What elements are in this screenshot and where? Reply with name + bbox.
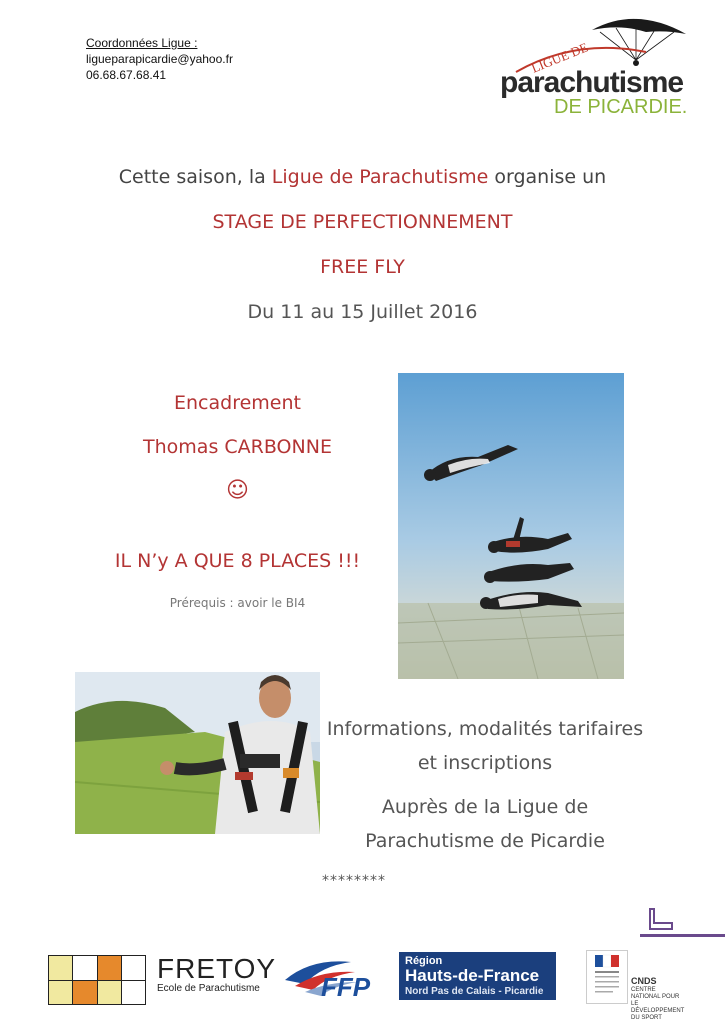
region-subtitle: Nord Pas de Calais - Picardie xyxy=(405,986,544,997)
grid-icon-cell xyxy=(122,956,145,980)
info-line-2: et inscriptions xyxy=(417,752,553,774)
coaching-label: Encadrement xyxy=(174,392,301,414)
cnds-subtitle: CENTRE NATIONAL POUR LE DÉVELOPPEMENT DU SPORT xyxy=(631,987,685,1021)
region-label: Région xyxy=(405,955,443,967)
footer-rule xyxy=(640,934,725,937)
grid-icon-cell xyxy=(122,981,145,1005)
contact-heading: Coordonnées Ligue : xyxy=(86,36,198,50)
grid-icon-cell xyxy=(49,956,72,980)
logo-de-picardie: DE PICARDIE. xyxy=(554,96,688,118)
intro-ligue-name: Ligue de Parachutisme xyxy=(271,166,489,188)
grid-icon-cell xyxy=(49,981,72,1005)
coach-name: Thomas CARBONNE xyxy=(143,436,332,458)
event-title: STAGE DE PERFECTIONNEMENT xyxy=(212,211,513,233)
region-logo xyxy=(399,952,556,1000)
contact-block xyxy=(86,35,233,83)
region-name: Hauts-de-France xyxy=(405,966,540,985)
intro-text-before: Cette saison, la xyxy=(118,166,272,188)
info-line-3: Auprès de la Ligue de xyxy=(381,796,589,818)
contact-phone: 06.68.67.68.41 xyxy=(86,68,167,82)
logo-ligue-de: LIGUE DE xyxy=(529,39,591,76)
fretoy-logo xyxy=(157,953,276,994)
cnds-name: CNDS xyxy=(631,976,657,986)
grid-icon-cell xyxy=(73,981,96,1005)
grid-icon-cell xyxy=(73,956,96,980)
places-notice: IL N’y A QUE 8 PLACES !!! xyxy=(114,550,361,572)
info-line-4: Parachutisme de Picardie xyxy=(365,830,605,852)
ligue-logo xyxy=(496,8,706,118)
ffp-text: FFP xyxy=(321,972,371,1002)
event-discipline: FREE FLY xyxy=(320,256,405,278)
intro-text-after: organise un xyxy=(488,166,607,188)
page-corner-icon xyxy=(644,905,674,933)
contact-email[interactable]: ligueparapicardie@yahoo.fr xyxy=(86,52,233,66)
coach-photo xyxy=(75,672,320,834)
prerequisite-text: Prérequis : avoir le BI4 xyxy=(169,596,306,610)
separator-stars: ******** xyxy=(322,873,386,889)
fretoy-name: FRETOY xyxy=(157,953,277,984)
sponsor-icon-grid xyxy=(48,955,146,1005)
ffp-logo xyxy=(281,952,381,1004)
grid-icon-cell xyxy=(98,956,121,980)
fretoy-subtitle: Ecole de Parachutisme xyxy=(157,983,260,994)
republique-flag-icon xyxy=(587,951,627,1003)
logo-parachutisme: parachutisme xyxy=(500,66,684,99)
smiley-icon: ☺ xyxy=(226,478,249,503)
intro-line xyxy=(0,166,725,188)
ministry-logo xyxy=(586,950,628,1004)
grid-icon-cell xyxy=(98,981,121,1005)
cnds-logo xyxy=(631,976,685,1022)
skydivers-photo xyxy=(398,373,624,679)
event-dates: Du 11 au 15 Juillet 2016 xyxy=(247,301,478,323)
info-line-1: Informations, modalités tarifaires xyxy=(326,718,644,740)
